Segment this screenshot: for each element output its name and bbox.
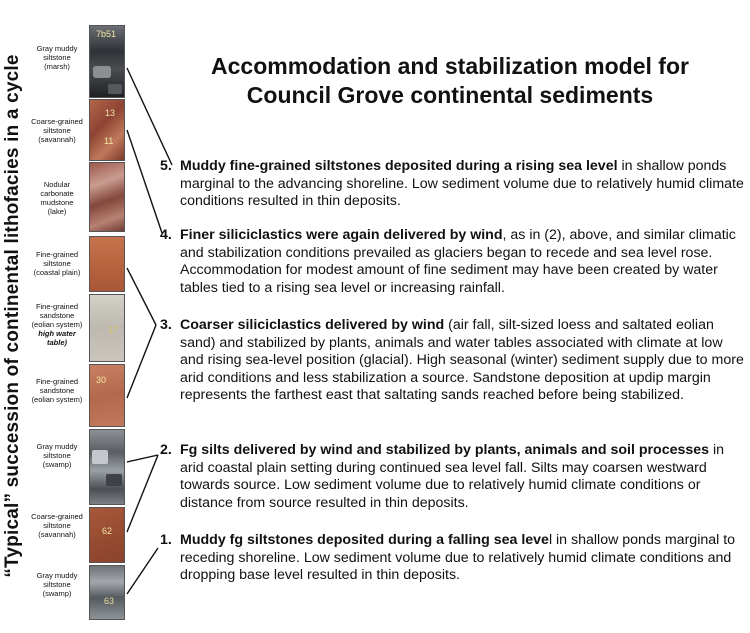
label-line: high water [38,329,76,338]
item-number: 4. [160,227,172,243]
item-rest-text: (air fall, silt-sized loess and saltated eolian sand) and stabilized by plants, animals and water tables associated with climate at low and rising sea-level position (glacial). High seasonal (winter) sediment supply due to more arid conditions and less stabilization a source. Sandstone deposition at updip margin represents the farthest east that saltating sands reached before being stabilized. [180,317,744,404]
label-line: (eolian system) [31,395,83,404]
label-line: Fine-grained [35,302,79,311]
item-number: 3. [160,317,172,333]
title-line-2: Council Grove continental sediments [246,82,654,108]
label-line: Coarse-grained [31,117,83,126]
label-line: Fine-grained [35,250,79,259]
item-rest-text: l in shallow ponds marginal to receding shoreline. Low sediment volume due to relatively humid climate conditions and dropping base level resulted in thin deposits. [180,532,736,584]
item-number: 2. [160,442,172,458]
item-text [180,158,745,211]
item-number: 5. [160,158,172,174]
label-line: siltstone [43,521,71,530]
label-line: (marsh) [44,62,70,71]
item-bold-text: Finer siliciclastics were again delivered by wind [180,227,503,243]
item-bold-text: Fg silts delivered by wind and stabilized by plants, animals and soil processes [180,442,710,458]
connector-line-4 [127,130,162,233]
label-line: (coastal plain) [33,268,81,277]
vertical-title-text: “Typical” succession of continental lithofacies in a cycle [2,54,23,578]
label-line: Nodular [43,180,71,189]
connector-line-3a [127,268,156,325]
label-line: (savannah) [38,135,76,144]
label-line: table) [46,338,67,347]
item-number: 1. [160,532,172,548]
core-number: 11 [104,136,114,146]
label-line: sandstone [39,311,75,320]
core-number: 7b51 [96,29,117,39]
label-line: (eolian system) [31,320,83,329]
label-line: Gray muddy [36,442,78,451]
label-line: siltstone [43,259,71,268]
label-line: Coarse-grained [31,512,83,521]
item-rest-text: in arid coastal plain setting during continued sea level fall. Silts may coarsen westward towards source. Low sediment volume due to relatively humid climate conditions or distance from source resulted in thin deposits. [180,442,725,511]
label-line: siltstone [43,53,71,62]
item-text [180,442,745,512]
core-number: 13 [105,108,116,118]
label-line: siltstone [43,580,71,589]
core-number: 30 [96,375,107,385]
connector-line-2a [127,455,158,462]
item-bold-text: Muddy fg siltstones deposited during a falling sea leve [180,532,549,548]
label-line: siltstone [43,451,71,460]
item-rest-text: in shallow ponds marginal to the advancing shoreline. Low sediment volume due to relatively humid climate conditions resulted in thin deposits. [180,158,744,210]
label-line: sandstone [39,386,75,395]
main-title [150,52,750,110]
item-bold-text: Muddy fine-grained siltstones deposited during a rising sea level [180,158,618,174]
item-text [180,317,745,405]
label-line: (swamp) [42,460,72,469]
label-line: Fine-grained [35,377,79,386]
label-line: carbonate [40,189,74,198]
label-line: (swamp) [42,589,72,598]
label-line: (lake) [47,207,67,216]
item-bold-text: Coarser siliciclastics delivered by wind [180,317,445,333]
core-number: 17 [108,325,119,335]
item-text [180,532,745,585]
core-number: 62 [102,526,113,536]
connector-line-2b [127,455,158,532]
connector-line-1 [127,548,158,594]
label-line: mudstone [40,198,74,207]
label-line: siltstone [43,126,71,135]
title-line-1: Accommodation and stabilization model for [211,53,689,79]
core-number: 63 [104,596,115,606]
label-line: Gray muddy [36,571,78,580]
connector-line-3b [127,325,156,398]
label-line: (savannah) [38,530,76,539]
label-line: Gray muddy [36,44,78,53]
item-text [180,227,745,297]
item-rest-text: , as in (2), above, and similar climatic and stabilization conditions prevailed as glaciers began to recede and sea level rose. Accommodation for modest amount of fine sediment may have been created by water tables tied to a rising sea level or increasing rainfall. [180,227,736,296]
